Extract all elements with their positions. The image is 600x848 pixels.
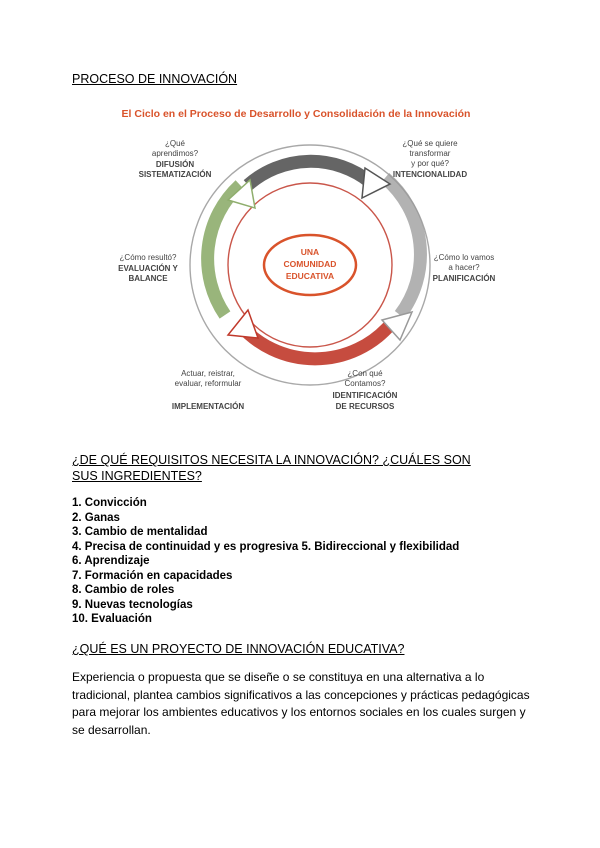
stage-tl-label-1: DIFUSIÓN [155,160,195,169]
cycle-arc-green [208,185,240,315]
stage-bl-question-1: Actuar, reistrar, [181,369,235,378]
stage-br-label-2: DE RECURSOS [335,402,395,411]
list-item: 7. Formación en capacidades [72,569,233,582]
stage-right-question-1: ¿Cómo lo vamos [433,253,495,262]
definition-paragraph: Experiencia o propuesta que se diseñe o se constituya en una alternativa a lo tradicional, plantea cambios significativos a las concepciones y prácticas pedagógicas para mejorar los ambientes educativos y los entornos sociales en los cuales surgen y se desarrollan. [72,670,530,737]
list-item: 2. Ganas [72,511,120,524]
stage-br-question-1: ¿Con qué [347,369,383,378]
stage-tr-question-1: ¿Qué se quiere [402,139,458,148]
stage-tr-question-3: y por qué? [411,159,449,168]
requirements-list [72,496,459,627]
stage-tr-question-2: transformar [409,149,451,158]
diagram-title: El Ciclo en el Proceso de Desarrollo y Consolidación de la Innovación [121,108,471,120]
stage-br-label-1: IDENTIFICACIÓN [332,391,398,400]
stage-left-question-1: ¿Cómo resultó? [119,253,177,262]
stage-bl-question-2: evaluar, reformular [174,379,242,388]
list-item: 6. Aprendizaje [72,555,150,567]
center-text-3: EDUCATIVA [285,271,335,281]
section-heading-requirements: ¿DE QUÉ REQUISITOS NECESITA LA INNOVACIÓN? ¿CUÁLES SON SUS INGREDIENTES? [72,453,471,483]
stage-right-question-2: a hacer? [448,263,480,272]
section-heading-process: PROCESO DE INNOVACIÓN [72,72,238,86]
cycle-arc-red [240,325,390,359]
innovation-cycle-diagram [100,100,500,420]
stage-tl-question-2: aprendimos? [151,149,199,158]
stage-tl-label-2: SISTEMATIZACIÓN [138,170,212,179]
list-item: 8. Cambio de roles [72,584,175,596]
stage-br-question-2: Contamos? [344,379,386,388]
list-item: 4. Precisa de continuidad y es progresiva 5. Bidireccional y flexibilidad [72,540,460,553]
list-item: 3. Cambio de mentalidad [72,526,208,538]
list-item: 9. Nuevas tecnologías [72,598,193,611]
stage-tr-label-1: INTENCIONALIDAD [392,170,468,179]
center-text-1: UNA [300,247,320,257]
list-item: 10. Evaluación [72,613,152,625]
cycle-arc-dark [248,161,370,185]
list-item: 1. Convicción [72,497,147,509]
arrowhead-red [228,310,258,338]
stage-bl-label-1: IMPLEMENTACIÓN [171,402,245,411]
stage-left-label-1: EVALUACIÓN Y [118,264,178,273]
center-text-2: COMUNIDAD [283,259,337,269]
section-heading-project: ¿QUÉ ES UN PROYECTO DE INNOVACIÓN EDUCATIVA? [72,642,405,656]
stage-right-label-1: PLANIFICACIÓN [432,274,496,283]
stage-left-label-2: BALANCE [128,274,168,283]
stage-tl-question-1: ¿Qué [164,139,186,148]
